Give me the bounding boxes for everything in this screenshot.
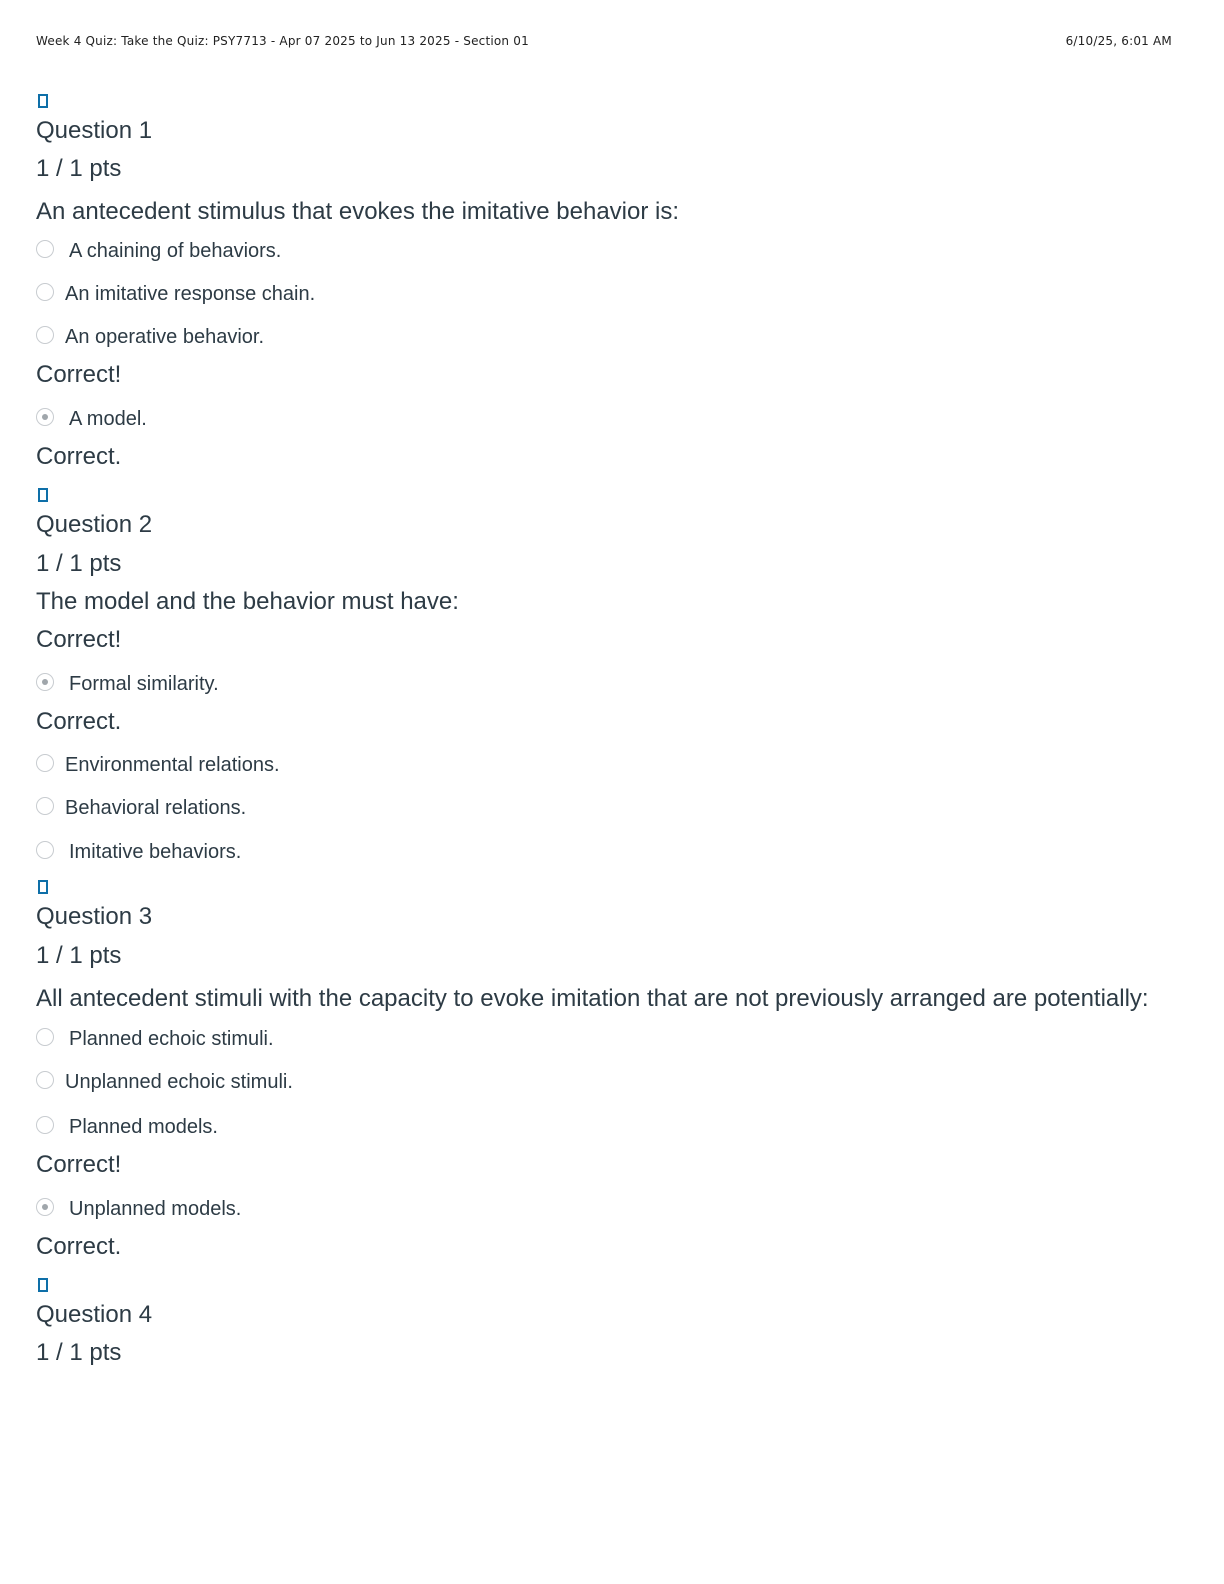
- print-header: [36, 34, 1172, 52]
- answer-option[interactable]: [36, 325, 1188, 361]
- answer-label: Environmental relations.: [65, 754, 280, 776]
- radio-button-icon[interactable]: [36, 841, 54, 859]
- question-points: 1 / 1 pts: [36, 1339, 122, 1366]
- answer-option[interactable]: [36, 282, 1188, 325]
- flag-question-icon[interactable]: [38, 94, 48, 108]
- question-points: 1 / 1 pts: [36, 550, 122, 577]
- question-4: [36, 1278, 1188, 1367]
- question-text: The model and the behavior must have:: [36, 588, 459, 615]
- answer-label: Planned models.: [69, 1116, 218, 1138]
- question-title: Question 3: [36, 903, 153, 930]
- radio-button-icon[interactable]: [36, 1116, 54, 1134]
- radio-button-selected-icon[interactable]: [36, 1198, 54, 1216]
- answer-feedback: Correct.: [36, 1233, 122, 1260]
- correct-answer-flag: Correct!: [36, 626, 122, 653]
- answer-label: Unplanned models.: [69, 1198, 242, 1220]
- radio-button-icon[interactable]: [36, 797, 54, 815]
- quiz-content: [36, 94, 1188, 1377]
- answer-option[interactable]: [36, 1115, 1188, 1151]
- question-points: 1 / 1 pts: [36, 942, 122, 969]
- correct-answer-flag: Correct!: [36, 361, 122, 388]
- question-2: [36, 488, 1188, 880]
- answer-option[interactable]: [36, 239, 1188, 282]
- answer-feedback: Correct.: [36, 708, 122, 735]
- answer-option[interactable]: [36, 1070, 1188, 1115]
- answer-label: Formal similarity.: [69, 673, 219, 695]
- answer-label: Imitative behaviors.: [69, 841, 242, 863]
- radio-button-icon[interactable]: [36, 326, 54, 344]
- answer-option[interactable]: [36, 753, 1188, 796]
- question-title: Question 4: [36, 1301, 153, 1328]
- answer-option[interactable]: [36, 1027, 1188, 1070]
- question-title: Question 1: [36, 117, 153, 144]
- answer-label: A model.: [69, 408, 147, 430]
- answer-label: An operative behavior.: [65, 326, 265, 348]
- radio-button-selected-icon[interactable]: [36, 408, 54, 426]
- flag-question-icon[interactable]: [38, 880, 48, 894]
- radio-button-icon[interactable]: [36, 1071, 54, 1089]
- question-1: [36, 94, 1188, 471]
- answer-label: Behavioral relations.: [65, 797, 247, 819]
- answer-label: Unplanned echoic stimuli.: [65, 1071, 293, 1093]
- flag-question-icon[interactable]: [38, 488, 48, 502]
- radio-button-selected-icon[interactable]: [36, 673, 54, 691]
- answer-option-selected[interactable]: [36, 672, 1188, 708]
- radio-button-icon[interactable]: [36, 1028, 54, 1046]
- question-text: An antecedent stimulus that evokes the imitative behavior is:: [36, 198, 680, 225]
- answer-label: A chaining of behaviors.: [69, 240, 282, 262]
- question-3: [36, 880, 1188, 1261]
- correct-answer-flag: Correct!: [36, 1151, 122, 1178]
- answer-label: An imitative response chain.: [65, 283, 316, 305]
- header-title: Week 4 Quiz: Take the Quiz: PSY7713 - Apr 07 2025 to Jun 13 2025 - Section 01: [36, 34, 529, 48]
- question-points: 1 / 1 pts: [36, 155, 122, 182]
- answer-option[interactable]: [36, 840, 1188, 880]
- question-title: Question 2: [36, 511, 153, 538]
- answer-option[interactable]: [36, 796, 1188, 840]
- radio-button-icon[interactable]: [36, 283, 54, 301]
- question-text: All antecedent stimuli with the capacity to evoke imitation that are not previously arranged are potentially:: [36, 985, 1149, 1012]
- flag-question-icon[interactable]: [38, 1278, 48, 1292]
- answer-option-selected[interactable]: [36, 407, 1188, 443]
- answer-option-selected[interactable]: [36, 1197, 1188, 1233]
- radio-button-icon[interactable]: [36, 240, 54, 258]
- header-timestamp: 6/10/25, 6:01 AM: [1065, 34, 1172, 48]
- answer-label: Planned echoic stimuli.: [69, 1028, 274, 1050]
- answer-feedback: Correct.: [36, 443, 122, 470]
- radio-button-icon[interactable]: [36, 754, 54, 772]
